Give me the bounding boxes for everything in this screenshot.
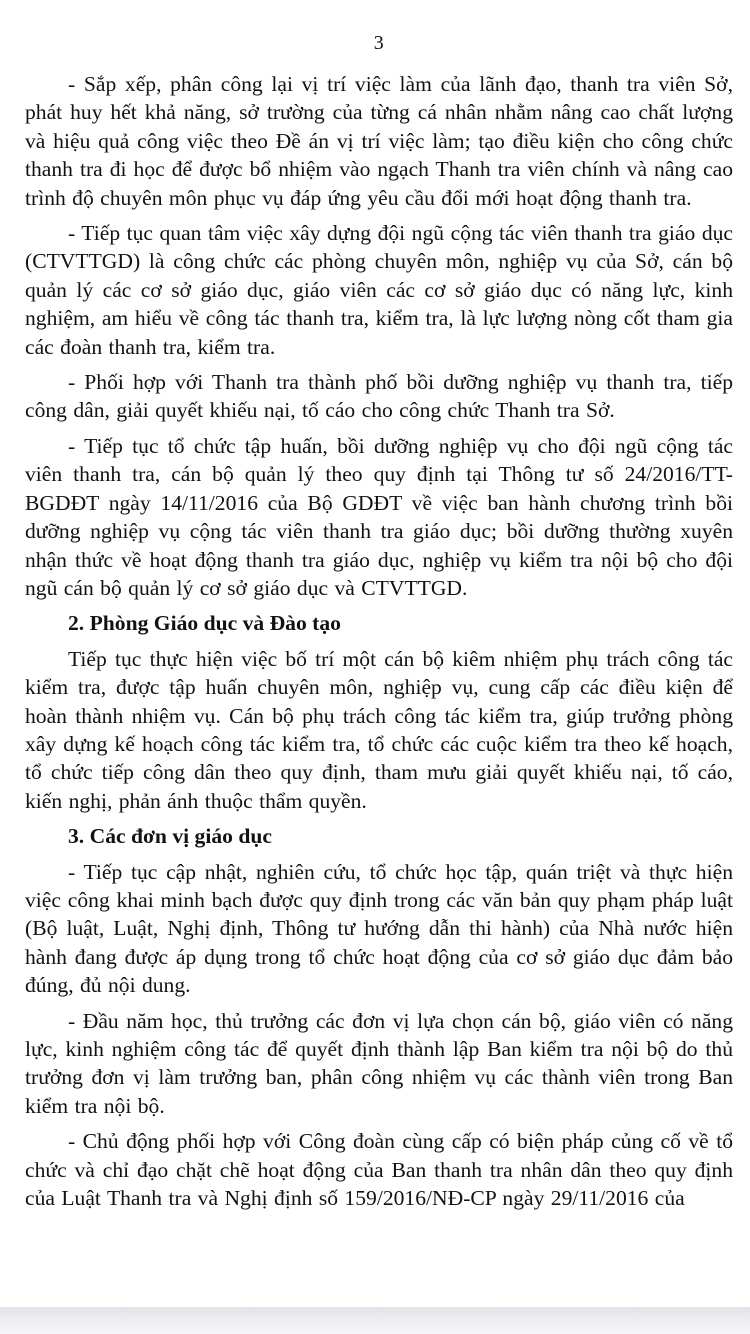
body-paragraph: - Chủ động phối hợp với Công đoàn cùng cấp có biện pháp củng cố về tổ chức và chỉ đạo chặt chẽ hoạt động của Ban thanh tra nhân dân theo quy định của Luật Thanh tra và Nghị định số 159/2016/NĐ-CP ngày 29/11/2016 của (25, 1129, 733, 1211)
body-paragraph: - Đầu năm học, thủ trưởng các đơn vị lựa chọn cán bộ, giáo viên có năng lực, kinh nghiệm công tác để quyết định thành lập Ban kiểm tra nội bộ do thủ trưởng đơn vị làm trưởng ban, phân công nhiệm vụ các thành viên trong Ban kiểm tra nội bộ. (25, 1008, 733, 1118)
body-paragraph: - Tiếp tục tổ chức tập huấn, bồi dưỡng nghiệp vụ cho đội ngũ cộng tác viên thanh tra, cán bộ quản lý theo quy định tại Thông tư số 24/2016/TT-BGDĐT ngày 14/11/2016 của Bộ GDĐT về việc ban hành chương trình bồi dưỡng nghiệp vụ cộng tác viên thanh tra giáo dục; bồi dưỡng thường xuyên nhận thức về hoạt động thanh tra giáo dục, nghiệp vụ kiểm tra nội bộ cho đội ngũ cán bộ quản lý cơ sở giáo dục và CTVTTGD. (25, 433, 733, 600)
body-paragraph: - Tiếp tục cập nhật, nghiên cứu, tổ chức học tập, quán triệt và thực hiện việc công khai minh bạch được quy định trong các văn bản quy phạm pháp luật (Bộ luật, Luật, Nghị định, Thông tư hướng dẫn thi hành) của Nhà nước hiện hành đang được áp dụng trong tổ chức hoạt động của cơ sở giáo dục đảm bảo đúng, đủ nội dung. (25, 859, 733, 998)
page-number: 3 (373, 32, 385, 54)
body-paragraph: - Tiếp tục quan tâm việc xây dựng đội ngũ cộng tác viên thanh tra giáo dục (CTVTTGD) là công chức các phòng chuyên môn, nghiệp vụ của Sở, cán bộ quản lý các cơ sở giáo dục, giáo viên các cơ sở giáo dục có năng lực, kinh nghiệm, am hiểu về công tác thanh tra, kiểm tra, là lực lượng nòng cốt tham gia các đoàn thanh tra, kiểm tra. (25, 221, 733, 359)
body-paragraph: - Phối hợp với Thanh tra thành phố bồi dưỡng nghiệp vụ thanh tra, tiếp công dân, giải quyết khiếu nại, tố cáo cho công chức Thanh tra Sở. (25, 370, 733, 423)
body-paragraph: - Sắp xếp, phân công lại vị trí việc làm của lãnh đạo, thanh tra viên Sở, phát huy hết khả năng, sở trường của từng cá nhân nhằm nâng cao chất lượng và hiệu quả công việc theo Đề án vị trí việc làm; tạo điều kiện cho công chức thanh tra đi học để được bổ nhiệm vào ngạch Thanh tra viên chính và nâng cao trình độ chuyên môn phục vụ đáp ứng yêu cầu đổi mới hoạt động thanh tra. (25, 72, 733, 210)
section-heading-cac-don-vi-giao-duc: 3. Các đơn vị giáo dục (68, 824, 272, 849)
footer-bar (0, 1307, 750, 1334)
body-paragraph: Tiếp tục thực hiện việc bố trí một cán bộ kiêm nhiệm phụ trách công tác kiểm tra, được tập huấn chuyên môn, nghiệp vụ, cung cấp các điều kiện để hoàn thành nhiệm vụ. Cán bộ phụ trách công tác kiểm tra, giúp trưởng phòng xây dựng kế hoạch công tác kiểm tra, tổ chức các cuộc kiểm tra theo kế hoạch, tổ chức tiếp công dân theo quy định, tham mưu giải quyết khiếu nại, tố cáo, kiến nghị, phản ánh thuộc thẩm quyền. (25, 646, 733, 813)
section-heading-phong-giao-duc: 2. Phòng Giáo dục và Đào tạo (68, 611, 341, 636)
